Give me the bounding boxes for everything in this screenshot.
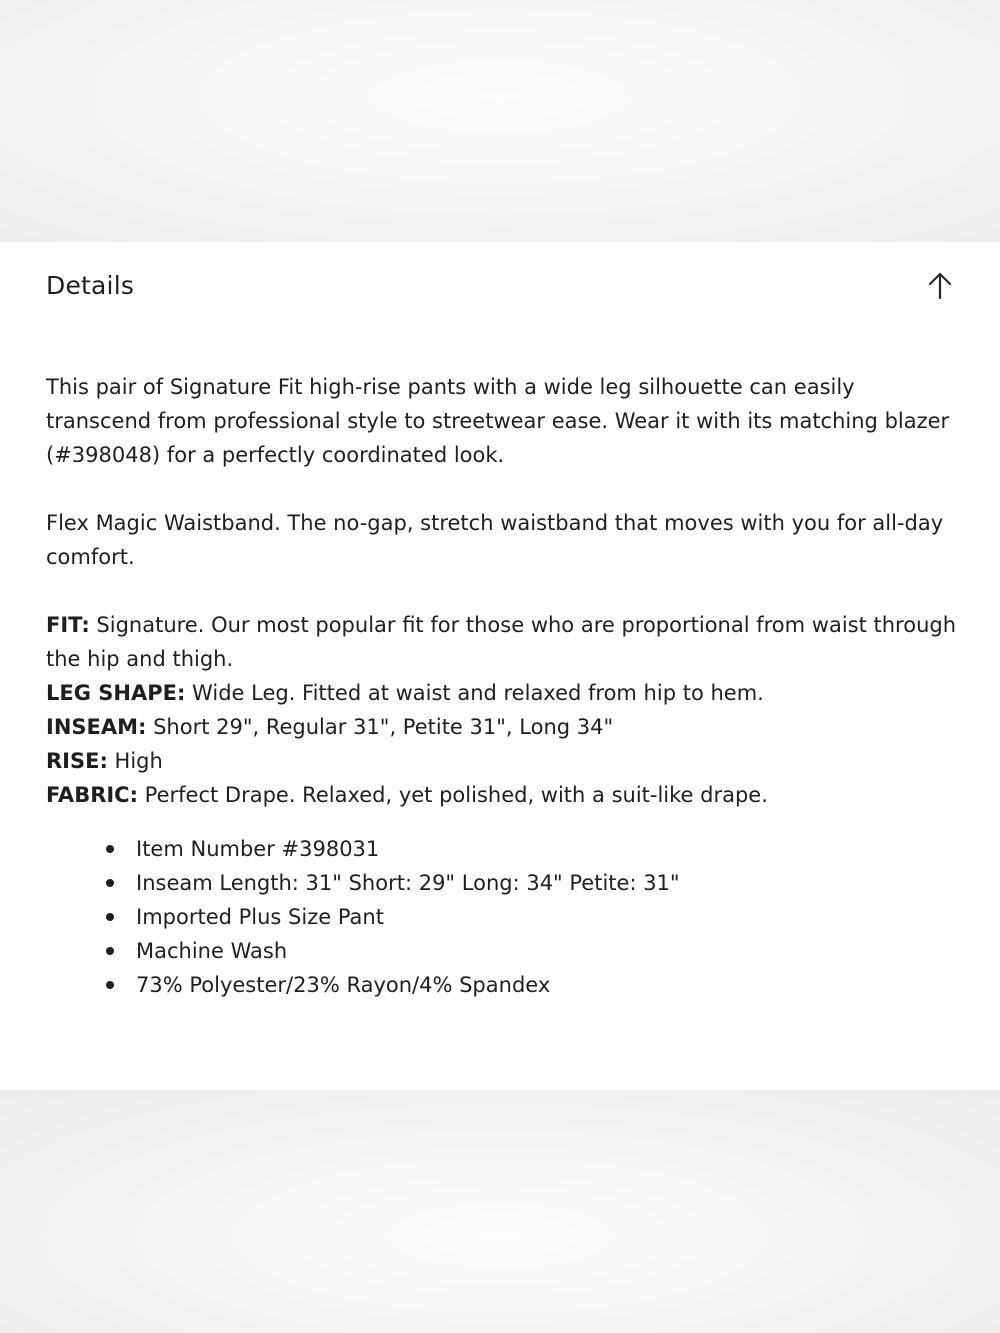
list-item-text: 73% Polyester/23% Rayon/4% Spandex <box>136 973 551 997</box>
spec-value: Signature. Our most popular fit for those who are proportional from waist through the hip and thigh. <box>46 613 957 671</box>
list-item-text: Machine Wash <box>136 939 288 963</box>
spec-leg-shape <box>46 676 961 710</box>
spec-value: Short 29", Regular 31", Petite 31", Long 34" <box>146 715 614 739</box>
list-item-text: Inseam Length: 31" Short: 29" Long: 34" Petite: 31" <box>136 871 680 895</box>
image-backdrop-bottom <box>0 1090 1000 1333</box>
list-item <box>106 832 961 866</box>
details-title: Details <box>46 271 135 300</box>
bullet-icon <box>106 981 114 989</box>
spec-value: High <box>107 749 163 773</box>
spec-list <box>46 608 961 812</box>
arrow-up-icon[interactable] <box>924 270 956 302</box>
spec-inseam <box>46 710 961 744</box>
spec-label: RISE: <box>46 749 108 773</box>
image-backdrop-top <box>0 0 1000 242</box>
bullet-icon <box>106 913 114 921</box>
details-header[interactable] <box>46 266 956 310</box>
bullet-icon <box>106 845 114 853</box>
feature-list <box>46 832 961 1002</box>
spec-rise <box>46 744 961 778</box>
details-content <box>46 370 961 1002</box>
bullet-icon <box>106 879 114 887</box>
list-item <box>106 934 961 968</box>
spec-label: FIT: <box>46 613 90 637</box>
list-item <box>106 900 961 934</box>
bullet-icon <box>106 947 114 955</box>
list-item <box>106 866 961 900</box>
list-item-text: Imported Plus Size Pant <box>136 905 384 929</box>
spec-label: LEG SHAPE: <box>46 681 186 705</box>
list-item-text: Item Number #398031 <box>136 837 380 861</box>
description-paragraph: Flex Magic Waistband. The no-gap, stretch waistband that moves with you for all-day comfort. <box>46 511 944 569</box>
spec-label: FABRIC: <box>46 783 138 807</box>
description-paragraph: This pair of Signature Fit high-rise pants with a wide leg silhouette can easily transcend from professional style to streetwear ease. Wear it with its matching blazer (#398048) for a perfectly coordinated look. <box>46 375 950 467</box>
spec-fabric <box>46 778 961 812</box>
spec-label: INSEAM: <box>46 715 147 739</box>
spec-value: Perfect Drape. Relaxed, yet polished, with a suit-like drape. <box>138 783 768 807</box>
spec-fit <box>46 608 961 676</box>
details-panel <box>0 242 1000 1090</box>
spec-value: Wide Leg. Fitted at waist and relaxed from hip to hem. <box>185 681 764 705</box>
list-item <box>106 968 961 1002</box>
